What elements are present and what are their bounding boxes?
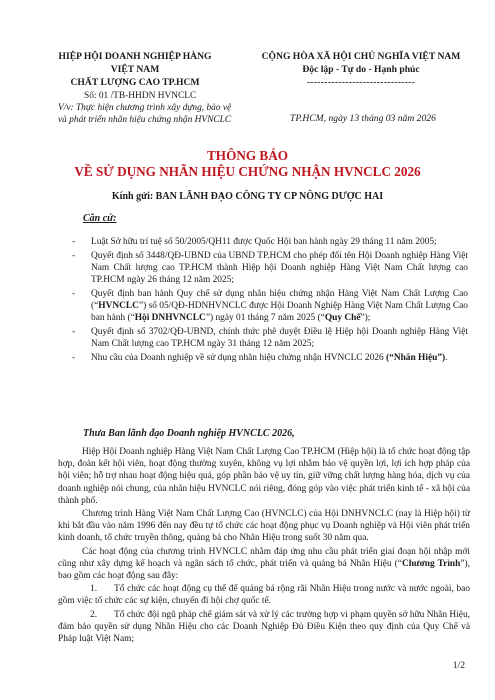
numbered-item: 2. Tổ chức đội ngũ pháp chế giám sát và xử lý các trường hợp vi phạm quyền sở hữu Nhãn Hiệu, đảm bảo quyền sử dụng Nhãn Hiệu cho các Doanh Nghiệp Đủ Điều Kiện theo quy định của Quy Chế và Pháp luật Việt Nam; bbox=[58, 609, 470, 645]
addressee: Kính gửi: BAN LÃNH ĐẠO CÔNG TY CP NÔNG DƯỢC HAI bbox=[111, 191, 384, 202]
list-item: - Quyết định số 3702/QĐ-UBND, chính thức phê duyệt Điều lệ Hiệp hội Doanh nghiệp Hàng Việt Nam Chất lượng cao TP.HCM ngày 31 tháng 12 năm 2025; bbox=[72, 326, 468, 350]
document-number: Số: 01 /TB-HHDN HVNCLC bbox=[84, 91, 197, 101]
subject-line1: V/v: Thực hiện chương trình xây dựng, bảo vệ bbox=[58, 103, 232, 113]
greeting: Thưa Ban lãnh đạo Doanh nghiệp HVNCLC 2026, bbox=[83, 428, 295, 439]
document-subtitle: VỀ SỬ DỤNG NHÃN HIỆU CHỨNG NHẬN HVNCLC 2026 bbox=[74, 164, 421, 179]
body-text bbox=[58, 446, 470, 646]
org-name-line2: CHẤT LƯỢNG CAO TP.HCM bbox=[70, 77, 200, 88]
paragraph: Hiệp Hội Doanh nghiệp Hàng Việt Nam Chất Lượng Cao TP.HCM (Hiệp hội) là tổ chức hoạt động tập hợp, đoàn kết hội viên, hoạt động thường xuyên, không vụ lợi nhằm bảo vệ quyền lợi, lợi ích hợp pháp của hội viên; hỗ trợ nhau hoạt động hiệu quả, góp phần bảo vệ uy tín, giữ vững chất lượng hàng hóa, dịch vụ của doanh nghiệp nói chung, của nhãn hiệu HVNCLC nói riêng, đóng góp vào việc phát triển kinh tế - xã hội của thành phố. bbox=[58, 447, 470, 506]
list-item: - Quyết định số 3448/QĐ-UBND của UBND TP.HCM cho phép đổi tên Hội Doanh nghiệp Hàng Việt Nam Chất lượng cao TP.HCM thành Hiệp hội Doanh nghiệp Hàng Việt Nam Chất lượng cao TP.HCM ngày 26 tháng 12 năm 2025; bbox=[72, 250, 468, 286]
list-item: - Quyết định ban hành Quy chế sử dụng nhãn hiệu chứng nhận Hàng Việt Nam Chất Lượng Cao (“HVNCLC”) số 05/QĐ-HDNHVNCLC được Hội Doanh Nghiệp Hàng Việt Nam Chất Lượng Cao ban hành (“Hội DNHVNCLC”) ngày 01 tháng 7 năm 2025 (“Quy Chế”); bbox=[72, 288, 468, 324]
document-reference bbox=[58, 90, 258, 126]
national-header bbox=[248, 50, 474, 89]
nation-name: CỘNG HÒA XÃ HỘI CHỦ NGHĨA VIỆT NAM bbox=[261, 51, 461, 62]
paragraph: Các hoạt động của chương trình HVNCLC nhằm đáp ứng nhu cầu phát triển giai đoạn hội nhập mới cũng như xây dựng kế hoạch và ngân sách tổ chức, phát triển và quảng bá Nhãn Hiệu (“Chương Trình”), bao gồm các hoạt động sau đây: bbox=[58, 546, 470, 582]
numbered-list bbox=[58, 583, 470, 645]
numbered-item: 1. Tổ chức các hoạt động cụ thể để quảng bá rộng rãi Nhãn Hiệu trong nước và nước ngoài, bao gồm việc tổ chức các sự kiện, chuyến đi hội chợ quốc tế. bbox=[58, 584, 470, 607]
org-name-line1: HIỆP HỘI DOANH NGHIỆP HÀNG VIỆT NAM bbox=[58, 51, 212, 75]
legal-basis-list bbox=[72, 236, 468, 366]
subject-line2: và phát triển nhãn hiệu chứng nhận HVNCLC bbox=[58, 115, 232, 125]
list-item: - Nhu cầu của Doanh nghiệp về sử dụng nhãn hiệu chứng nhận HVNCLC 2026 (“Nhãn Hiệu”). bbox=[72, 352, 448, 363]
document-date: TP.HCM, ngày 13 tháng 03 năm 2026 bbox=[290, 113, 436, 124]
list-item: - Luật Sở hữu trí tuệ số 50/2005/QH11 được Quốc Hội ban hành ngày 29 tháng 11 năm 2005; bbox=[72, 237, 437, 247]
page-number: 1/2 bbox=[452, 660, 465, 671]
legal-basis-label: Căn cứ: bbox=[83, 213, 117, 224]
organization-header bbox=[46, 50, 224, 89]
nation-motto: Độc lập - Tự do - Hạnh phúc bbox=[302, 64, 420, 75]
motto-rule: ------------------------------- bbox=[306, 77, 416, 88]
document-title: THÔNG BÁO bbox=[207, 148, 288, 163]
paragraph: Chương trình Hàng Việt Nam Chất Lượng Cao (HVNCLC) của Hội DNHVNCLC (nay là Hiệp hội) từ khi bắt đầu vào năm 1996 đến nay đều tự tổ chức các hoạt động phục vụ Doanh nghiệp và Hội viên phát triển kinh doanh, tổ chức truyền thông, quảng bá cho Nhãn Hiệu trong suốt 30 năm qua. bbox=[58, 509, 470, 544]
